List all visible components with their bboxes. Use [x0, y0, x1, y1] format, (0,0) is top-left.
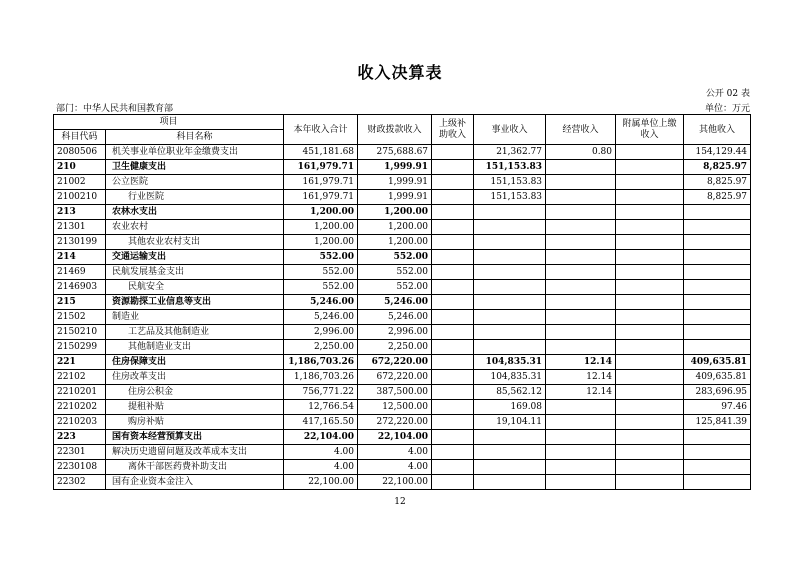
row-operating: [546, 205, 616, 220]
row-business: [474, 475, 546, 490]
row-other: [684, 235, 751, 250]
row-superior: [432, 475, 474, 490]
row-name: 机关事业单位职业年金缴费支出: [106, 145, 284, 160]
row-affiliated: [616, 385, 684, 400]
row-affiliated: [616, 295, 684, 310]
row-superior: [432, 310, 474, 325]
row-code: 22301: [54, 445, 106, 460]
table-row: [54, 265, 751, 280]
row-fiscal: 1,200.00: [358, 220, 432, 235]
row-business: [474, 280, 546, 295]
header-operating: 经营收入: [546, 115, 616, 145]
table-row: [54, 340, 751, 355]
row-operating: [546, 415, 616, 430]
row-operating: [546, 430, 616, 445]
row-code: 214: [54, 250, 106, 265]
row-other: [684, 295, 751, 310]
row-business: [474, 265, 546, 280]
row-operating: [546, 280, 616, 295]
table-row: [54, 205, 751, 220]
row-other: 409,635.81: [684, 355, 751, 370]
row-affiliated: [616, 325, 684, 340]
table-body: [54, 145, 751, 490]
header-business: 事业收入: [474, 115, 546, 145]
row-operating: [546, 160, 616, 175]
row-code: 22302: [54, 475, 106, 490]
row-superior: [432, 355, 474, 370]
row-name: 卫生健康支出: [106, 160, 284, 175]
row-superior: [432, 175, 474, 190]
row-operating: [546, 445, 616, 460]
row-affiliated: [616, 460, 684, 475]
row-superior: [432, 415, 474, 430]
row-fiscal: 4.00: [358, 460, 432, 475]
row-fiscal: 672,220.00: [358, 355, 432, 370]
row-other: [684, 460, 751, 475]
row-total: 1,200.00: [284, 235, 358, 250]
row-code: 2210203: [54, 415, 106, 430]
header-other: 其他收入: [684, 115, 751, 145]
row-total: 22,104.00: [284, 430, 358, 445]
row-fiscal: 272,220.00: [358, 415, 432, 430]
row-business: [474, 205, 546, 220]
row-total: 552.00: [284, 265, 358, 280]
row-affiliated: [616, 235, 684, 250]
row-superior: [432, 385, 474, 400]
header-fiscal: 财政拨款收入: [358, 115, 432, 145]
row-code: 2100210: [54, 190, 106, 205]
row-superior: [432, 220, 474, 235]
row-business: [474, 250, 546, 265]
row-total: 5,246.00: [284, 295, 358, 310]
row-operating: [546, 235, 616, 250]
row-affiliated: [616, 280, 684, 295]
row-other: [684, 265, 751, 280]
row-operating: [546, 310, 616, 325]
row-affiliated: [616, 445, 684, 460]
row-affiliated: [616, 190, 684, 205]
row-total: 552.00: [284, 280, 358, 295]
row-other: [684, 280, 751, 295]
row-code: 223: [54, 430, 106, 445]
row-superior: [432, 190, 474, 205]
row-other: 97.46: [684, 400, 751, 415]
row-operating: [546, 250, 616, 265]
table-row: [54, 475, 751, 490]
row-other: 154,129.44: [684, 145, 751, 160]
row-code: 21002: [54, 175, 106, 190]
row-total: 161,979.71: [284, 175, 358, 190]
row-other: [684, 325, 751, 340]
table-row: [54, 400, 751, 415]
row-operating: 12.14: [546, 355, 616, 370]
table-row: [54, 190, 751, 205]
row-name: 解决历史遗留问题及改革成本支出: [106, 445, 284, 460]
table-row: [54, 445, 751, 460]
row-affiliated: [616, 250, 684, 265]
row-code: 2230108: [54, 460, 106, 475]
table-row: [54, 430, 751, 445]
row-business: [474, 220, 546, 235]
row-total: 2,250.00: [284, 340, 358, 355]
row-fiscal: 1,200.00: [358, 205, 432, 220]
row-business: 169.08: [474, 400, 546, 415]
department-label: 部门：中华人民共和国教育部: [56, 104, 174, 114]
row-affiliated: [616, 415, 684, 430]
row-business: [474, 325, 546, 340]
row-code: 21301: [54, 220, 106, 235]
row-business: 151,153.83: [474, 160, 546, 175]
row-operating: [546, 460, 616, 475]
row-code: 213: [54, 205, 106, 220]
row-total: 161,979.71: [284, 160, 358, 175]
row-superior: [432, 160, 474, 175]
row-name: 国有企业资本金注入: [106, 475, 284, 490]
table-row: [54, 235, 751, 250]
row-business: [474, 310, 546, 325]
row-operating: [546, 400, 616, 415]
row-fiscal: 12,500.00: [358, 400, 432, 415]
row-fiscal: 552.00: [358, 265, 432, 280]
unit-label: 单位：万元: [704, 104, 750, 114]
row-affiliated: [616, 310, 684, 325]
row-total: 1,186,703.26: [284, 370, 358, 385]
row-business: [474, 295, 546, 310]
row-superior: [432, 250, 474, 265]
row-total: 1,200.00: [284, 220, 358, 235]
row-name: 购房补贴: [106, 415, 284, 430]
row-other: 8,825.97: [684, 160, 751, 175]
row-name: 工艺品及其他制造业: [106, 325, 284, 340]
row-fiscal: 275,688.67: [358, 145, 432, 160]
row-business: 151,153.83: [474, 175, 546, 190]
row-fiscal: 2,250.00: [358, 340, 432, 355]
row-fiscal: 387,500.00: [358, 385, 432, 400]
row-business: 21,362.77: [474, 145, 546, 160]
row-name: 离休干部医药费补助支出: [106, 460, 284, 475]
row-total: 22,100.00: [284, 475, 358, 490]
row-name: 其他农业农村支出: [106, 235, 284, 250]
row-affiliated: [616, 475, 684, 490]
row-business: 151,153.83: [474, 190, 546, 205]
row-superior: [432, 145, 474, 160]
table-row: [54, 220, 751, 235]
row-code: 215: [54, 295, 106, 310]
row-other: 283,696.95: [684, 385, 751, 400]
table-row: [54, 280, 751, 295]
row-affiliated: [616, 340, 684, 355]
table-row: [54, 325, 751, 340]
row-total: 161,979.71: [284, 190, 358, 205]
row-operating: [546, 190, 616, 205]
row-affiliated: [616, 400, 684, 415]
row-total: 4.00: [284, 445, 358, 460]
row-code: 2150299: [54, 340, 106, 355]
row-superior: [432, 445, 474, 460]
row-superior: [432, 325, 474, 340]
row-superior: [432, 205, 474, 220]
row-code: 2146903: [54, 280, 106, 295]
row-total: 1,200.00: [284, 205, 358, 220]
row-code: 2130199: [54, 235, 106, 250]
row-code: 2080506: [54, 145, 106, 160]
row-operating: 12.14: [546, 385, 616, 400]
row-other: [684, 310, 751, 325]
row-superior: [432, 295, 474, 310]
row-name: 农林水支出: [106, 205, 284, 220]
row-other: [684, 250, 751, 265]
table-row: [54, 250, 751, 265]
row-affiliated: [616, 430, 684, 445]
header-name: 科目名称: [106, 130, 284, 145]
revenue-table: [53, 114, 751, 490]
row-business: 104,835.31: [474, 370, 546, 385]
row-fiscal: 2,996.00: [358, 325, 432, 340]
row-superior: [432, 235, 474, 250]
row-total: 756,771.22: [284, 385, 358, 400]
table-row: [54, 355, 751, 370]
row-total: 5,246.00: [284, 310, 358, 325]
row-superior: [432, 400, 474, 415]
row-name: 制造业: [106, 310, 284, 325]
row-affiliated: [616, 145, 684, 160]
row-name: 其他制造业支出: [106, 340, 284, 355]
row-operating: [546, 265, 616, 280]
row-other: [684, 445, 751, 460]
row-superior: [432, 460, 474, 475]
row-name: 公立医院: [106, 175, 284, 190]
row-operating: [546, 325, 616, 340]
row-name: 农业农村: [106, 220, 284, 235]
row-code: 2210202: [54, 400, 106, 415]
row-fiscal: 1,999.91: [358, 175, 432, 190]
row-fiscal: 22,104.00: [358, 430, 432, 445]
row-fiscal: 5,246.00: [358, 310, 432, 325]
row-code: 21502: [54, 310, 106, 325]
row-fiscal: 672,220.00: [358, 370, 432, 385]
table-header: [54, 115, 751, 145]
table-row: [54, 460, 751, 475]
row-other: [684, 220, 751, 235]
header-superior: [432, 115, 474, 145]
row-affiliated: [616, 160, 684, 175]
row-code: 2210201: [54, 385, 106, 400]
row-superior: [432, 430, 474, 445]
row-business: [474, 460, 546, 475]
page-number: 12: [394, 497, 406, 507]
row-code: 2150210: [54, 325, 106, 340]
row-fiscal: 1,200.00: [358, 235, 432, 250]
row-other: [684, 475, 751, 490]
row-affiliated: [616, 205, 684, 220]
table-row: [54, 310, 751, 325]
table-row: [54, 145, 751, 160]
row-code: 22102: [54, 370, 106, 385]
header-affiliated-line2: 收入: [640, 129, 659, 140]
row-fiscal: 1,999.91: [358, 160, 432, 175]
header-superior-line1: 上级补: [439, 118, 467, 129]
row-name: 民航安全: [106, 280, 284, 295]
header-code: 科目代码: [54, 130, 106, 145]
row-fiscal: 22,100.00: [358, 475, 432, 490]
report-title: 收入决算表: [357, 63, 443, 82]
row-name: 住房公积金: [106, 385, 284, 400]
row-other: 125,841.39: [684, 415, 751, 430]
row-code: 221: [54, 355, 106, 370]
header-superior-line2: 助收入: [439, 129, 467, 140]
row-total: 12,766.54: [284, 400, 358, 415]
row-superior: [432, 265, 474, 280]
row-business: [474, 235, 546, 250]
table-row: [54, 415, 751, 430]
row-name: 国有资本经营预算支出: [106, 430, 284, 445]
row-name: 提租补贴: [106, 400, 284, 415]
table-row: [54, 295, 751, 310]
row-other: 8,825.97: [684, 175, 751, 190]
row-total: 417,165.50: [284, 415, 358, 430]
row-affiliated: [616, 175, 684, 190]
table-row: [54, 160, 751, 175]
header-affiliated-line1: 附属单位上缴: [622, 118, 677, 129]
row-total: 552.00: [284, 250, 358, 265]
row-other: [684, 205, 751, 220]
row-name: 交通运输支出: [106, 250, 284, 265]
row-business: 104,835.31: [474, 355, 546, 370]
row-name: 住房保障支出: [106, 355, 284, 370]
row-fiscal: 552.00: [358, 280, 432, 295]
row-total: 1,186,703.26: [284, 355, 358, 370]
row-business: [474, 445, 546, 460]
row-other: 409,635.81: [684, 370, 751, 385]
row-total: 451,181.68: [284, 145, 358, 160]
row-name: 住房改革支出: [106, 370, 284, 385]
row-fiscal: 5,246.00: [358, 295, 432, 310]
row-code: 21469: [54, 265, 106, 280]
row-fiscal: 1,999.91: [358, 190, 432, 205]
row-operating: 12.14: [546, 370, 616, 385]
row-superior: [432, 340, 474, 355]
header-item: 项目: [54, 115, 284, 130]
row-name: 行业医院: [106, 190, 284, 205]
row-operating: [546, 475, 616, 490]
row-fiscal: 552.00: [358, 250, 432, 265]
row-operating: [546, 175, 616, 190]
header-affiliated: [616, 115, 684, 145]
table-row: [54, 385, 751, 400]
row-name: 民航发展基金支出: [106, 265, 284, 280]
header-total: 本年收入合计: [284, 115, 358, 145]
table-row: [54, 370, 751, 385]
row-total: 4.00: [284, 460, 358, 475]
row-other: 8,825.97: [684, 190, 751, 205]
row-affiliated: [616, 355, 684, 370]
row-fiscal: 4.00: [358, 445, 432, 460]
table-row: [54, 175, 751, 190]
row-operating: [546, 295, 616, 310]
row-affiliated: [616, 370, 684, 385]
row-code: 210: [54, 160, 106, 175]
row-other: [684, 340, 751, 355]
row-business: [474, 430, 546, 445]
row-operating: [546, 340, 616, 355]
row-affiliated: [616, 265, 684, 280]
row-operating: [546, 220, 616, 235]
form-number: 公开 02 表: [705, 89, 750, 99]
row-name: 资源勘探工业信息等支出: [106, 295, 284, 310]
row-operating: 0.80: [546, 145, 616, 160]
row-superior: [432, 280, 474, 295]
row-other: [684, 430, 751, 445]
row-superior: [432, 370, 474, 385]
row-total: 2,996.00: [284, 325, 358, 340]
row-business: 85,562.12: [474, 385, 546, 400]
row-business: [474, 340, 546, 355]
row-affiliated: [616, 220, 684, 235]
row-business: 19,104.11: [474, 415, 546, 430]
